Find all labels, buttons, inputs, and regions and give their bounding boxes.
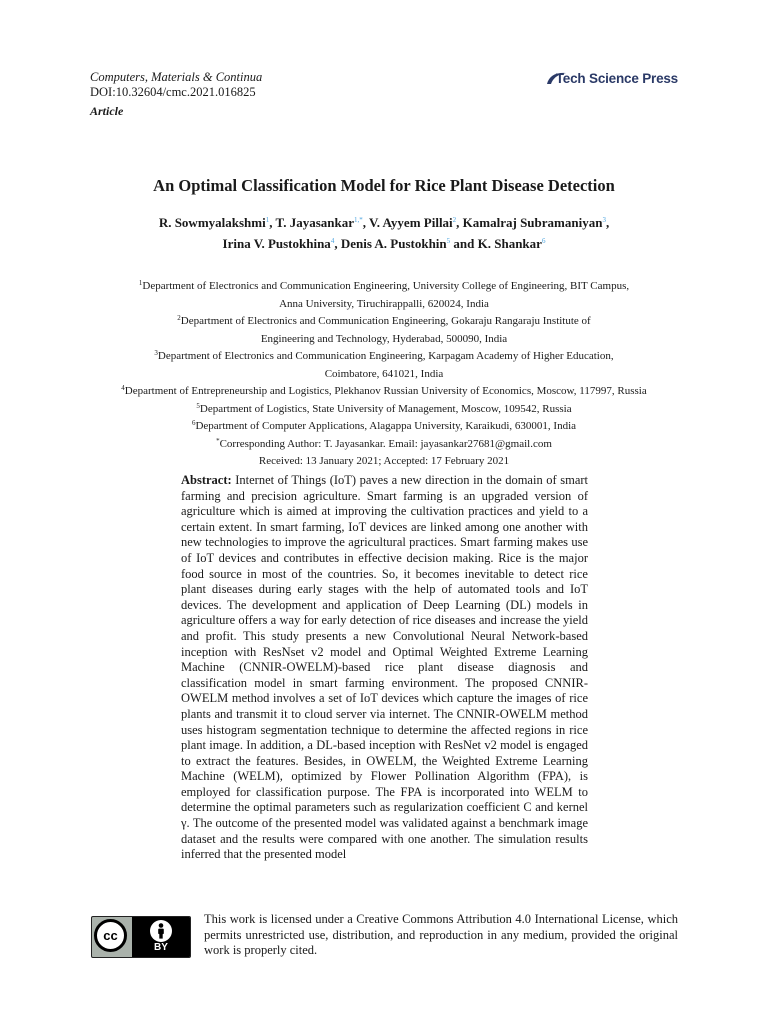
cc-by-license-badge[interactable]: [91, 916, 191, 958]
journal-header: [90, 70, 262, 119]
doi-text: DOI:10.32604/cmc.2021.016825: [90, 85, 256, 99]
publisher-name: Tech Science Press: [555, 70, 678, 86]
affiliation-text: Department of Electronics and Communication Engineering, University College of Engineering, BIT Campus,: [142, 280, 630, 292]
cc-icon-text: cc: [103, 928, 118, 943]
abstract-text: Internet of Things (IoT) paves a new direction in the domain of smart farming and precision agriculture. Smart farming is an upgraded version of agriculture which is aimed at improving the cultivation practices and yield to a certain extent. In smart farming, IoT devices are linked among one another with new technologies to improve the agricultural practices. Smart farming makes use of IoT devices and contributes in effective decision making. Rice is the major food source in most of the countries. So, it becomes inevitable to detect rice plant diseases during early stages with the help of automated tools and IoT devices. The development and application of Deep Learning (DL) models in agriculture offers a way for early detection of rice diseases and increase the yield and profit. This study presents a new Convolutional Neural Network-based inception with ResNset v2 model and Optimal Weighted Extreme Learning Machine (CNNIR-OWELM)-based rice plant disease diagnosis and classification model in smart farming environment. The proposed CNNIR-OWELM method involves a set of IoT devices which capture the images of rice plants and transmit it to cloud server via internet. The CNNIR-OWELM method uses histogram segmentation technique to determine the affected regions in rice plant image. In addition, a DL-based inception with ResNet v2 model is engaged to extract the features. Besides, in OWELM, the Weighted Extreme Learning Machine (WELM), optimized by Flower Pollination Algorithm (FPA), is employed for classification purpose. The FPA is incorporated into WELM to determine the optimal parameters such as regularization coefficient C and kernel γ. The outcome of the presented model was validated against a benchmark image dataset and the results were compared with one another. The simulation results inferred that the presented model: [181, 473, 588, 862]
author-name: Denis A. Pustokhin: [340, 236, 447, 251]
by-label: BY: [154, 942, 168, 953]
affiliation-mark: 5: [196, 401, 200, 410]
author-affiliation-mark: 4: [330, 237, 335, 245]
affiliation-mark: 3: [154, 349, 158, 357]
paper-title: An Optimal Classification Model for Rice Plant Disease Detection: [153, 176, 615, 195]
publisher-logo: [546, 70, 678, 86]
author-affiliation-mark: 1: [265, 216, 270, 224]
by-strip: [132, 917, 190, 957]
author-name: V. Ayyem Pillai: [369, 215, 453, 230]
person-icon: [150, 920, 172, 942]
received-accepted-line: [70, 451, 698, 469]
author: [159, 215, 276, 230]
author-affiliation-mark: 5: [446, 237, 451, 245]
affiliation-mark: 6: [191, 419, 196, 427]
author-name: Kamalraj Subramaniyan: [462, 215, 603, 230]
author-separator: ,: [456, 215, 463, 230]
author-separator: ,: [362, 215, 370, 230]
affiliation-line: [70, 329, 698, 347]
affiliation-text: Engineering and Technology, Hyderabad, 500090, India: [260, 332, 508, 345]
cc-icon: [94, 919, 127, 952]
affiliation-line: [70, 311, 698, 329]
author-affiliation-mark: 1,*: [354, 216, 363, 224]
author-name: Irina V. Pustokhina: [222, 236, 331, 251]
attribution-person-icon: [150, 920, 172, 942]
corresponding-author-line: [70, 434, 698, 452]
affiliation-line: [70, 346, 698, 364]
affiliation-mark: 4: [121, 384, 125, 392]
author: [276, 215, 370, 230]
affiliation-mark: 2: [177, 314, 181, 322]
affiliation-text: Coimbatore, 641021, India: [324, 367, 444, 380]
author-name: K. Shankar: [477, 236, 542, 251]
abstract-label: Abstract:: [181, 473, 232, 487]
author-separator: ,: [334, 236, 341, 251]
author: [223, 236, 341, 251]
affiliation-line: [70, 276, 698, 294]
author-affiliation-mark: 6: [541, 237, 546, 245]
license-text: This work is licensed under a Creative Commons Attribution 4.0 International License, which permits unrestricted use, distribution, and reproduction in any medium, provided the original work is properly cited.: [204, 912, 678, 957]
affiliation-text: Department of Entrepreneurship and Logistics, Plekhanov Russian University of Economics, Moscow, 117997, Russia: [124, 385, 647, 397]
journal-name: Computers, Materials & Continua: [90, 70, 263, 84]
affiliation-line: [70, 381, 698, 399]
affiliation-text: Department of Logistics, State University of Management, Moscow, 109542, Russia: [199, 402, 572, 415]
affiliation-list: [70, 276, 698, 469]
corresponding-author-text: Corresponding Author: T. Jayasankar. Email: jayasankar27681@gmail.com: [219, 437, 552, 450]
affiliation-text: Department of Electronics and Communication Engineering, Gokaraju Rangaraju Institute of: [180, 315, 591, 327]
affiliation-line: [70, 364, 698, 382]
received-accepted-text: Received: 13 January 2021; Accepted: 17 February 2021: [258, 455, 510, 467]
affiliation-text: Department of Electronics and Communication Engineering, Karpagam Academy of Higher Education,: [157, 350, 614, 362]
author: [478, 236, 546, 251]
author-separator: and: [450, 236, 478, 251]
affiliation-text: Anna University, Tiruchirappalli, 620024, India: [279, 297, 489, 310]
affiliation-mark: 1: [138, 279, 143, 287]
author-name: R. Sowmyalakshmi: [158, 215, 266, 230]
affiliation-line: [70, 399, 698, 417]
author-separator: ,: [605, 215, 610, 230]
affiliation-mark: *: [216, 436, 220, 445]
author: [369, 215, 463, 230]
article-type-label: Article: [90, 104, 124, 118]
affiliation-text: Department of Computer Applications, Alagappa University, Karaikudi, 630001, India: [195, 420, 577, 432]
affiliation-line: [70, 416, 698, 434]
abstract-block: [181, 473, 588, 863]
author-list: [80, 211, 688, 253]
author-name: T. Jayasankar: [275, 215, 354, 230]
author: [341, 236, 478, 251]
affiliation-line: [70, 294, 698, 312]
author-affiliation-mark: 2: [452, 216, 457, 224]
author-affiliation-mark: 3: [602, 216, 606, 224]
author-separator: ,: [269, 215, 276, 230]
author: [463, 215, 610, 230]
